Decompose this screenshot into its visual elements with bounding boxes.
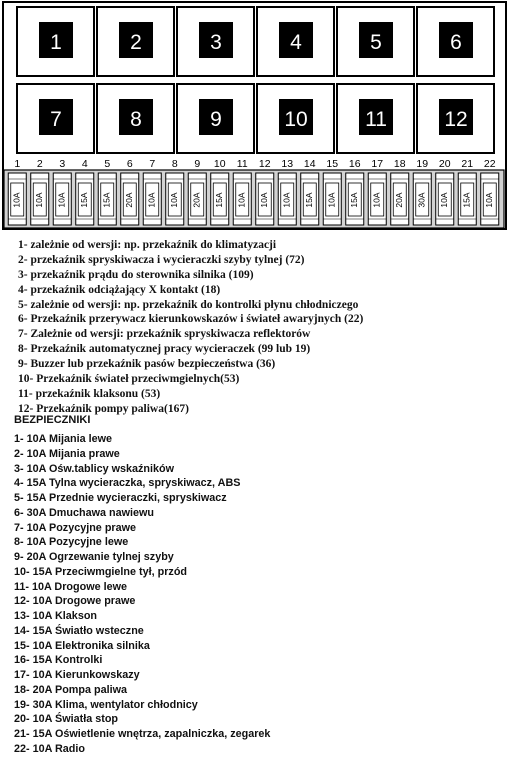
fuse-legend-item: 6- 30A Dmuchawa nawiewu	[14, 506, 155, 519]
fuse-legend-item: 10- 15A Przeciwmgielne tył, przód	[14, 565, 188, 578]
fuse-slot	[436, 173, 454, 225]
fuse-legend-item: 3- 10A Ośw.tablicy wskaźników	[14, 462, 175, 475]
relay-legend-item: 4- przekaźnik odciążający X kontakt (18)	[18, 283, 221, 296]
relay-legend-item: 9- Buzzer lub przekaźnik pasów bezpieczeństwa (36)	[18, 358, 276, 371]
fuse-rating-label: 20A	[124, 192, 134, 208]
fuse-legend-item: 11- 10A Drogowe lewe	[14, 580, 128, 593]
fuse-slot	[256, 173, 274, 225]
fuse-legend-item: 17- 10A Kierunkowskazy	[14, 669, 140, 681]
fuse-number-label: 2	[36, 158, 43, 170]
fuse-number-label: 18	[393, 158, 406, 170]
fuse-number-label: 9	[194, 158, 201, 170]
fuse-number-label: 17	[371, 158, 384, 170]
fuse-slot	[233, 173, 251, 225]
fuse-slot	[278, 173, 296, 225]
relay-socket	[337, 84, 414, 153]
fuse-legend-item: 22- 10A Radio	[14, 742, 86, 755]
relay-socket	[177, 84, 254, 153]
fuse-number-label: 6	[126, 158, 133, 170]
fuse-slot	[143, 173, 161, 225]
fuse-legend-item: 21- 15A Oświetlenie wnętrza, zapalniczka, zegarek	[14, 728, 271, 740]
fuse-rating-label: 10A	[56, 192, 67, 208]
relay-legend-item: 5- zależnie od wersji: np. przekaźnik do kontrolki płynu chłodniczego	[18, 298, 359, 311]
relay-legend	[18, 238, 508, 417]
fuse-box-diagram	[0, 0, 510, 232]
fuse-rating-label: 15A	[349, 192, 359, 208]
relay-legend-item: 2- przekaźnik spryskiwacza i wycieraczki szyby tylnej (72)	[18, 253, 305, 266]
relay-legend-item: 3- przekaźnik prądu do sterownika silnika (109)	[18, 268, 254, 281]
fuse-rating-label: 10A	[326, 192, 337, 208]
relay-socket	[17, 84, 94, 153]
fuse-rating-label: 10A	[146, 192, 157, 208]
relay-number-label: 8	[130, 108, 142, 131]
fuse-rating-label: 10A	[484, 192, 494, 208]
fuse-slot	[166, 173, 184, 225]
relay-socket	[257, 84, 334, 153]
relay-legend-item: 10- Przekaźnik świateł przeciwmgielnych(53)	[18, 373, 240, 386]
relay-socket	[177, 7, 254, 76]
relay-socket	[337, 7, 414, 76]
fuse-slot	[301, 173, 319, 225]
relay-number-label: 1	[50, 31, 62, 54]
fuse-number-label: 15	[326, 158, 339, 170]
fuse-rating-label: 10A	[34, 192, 44, 208]
fuse-number-label: 14	[303, 158, 316, 170]
fuse-number-label: 4	[81, 158, 88, 170]
fuse-number-label: 21	[461, 158, 474, 170]
relay-socket	[97, 7, 174, 76]
relay-number-label: 4	[290, 31, 302, 54]
fuse-legend-item: 13- 10A Klakson	[14, 610, 98, 622]
fuse-slot	[31, 173, 49, 225]
fuse-slot	[121, 173, 139, 225]
fuse-rating-label: 10A	[11, 192, 22, 208]
fuse-number-label: 12	[258, 158, 271, 170]
fuse-slot	[391, 173, 409, 225]
fuse-legend-item: 8- 10A Pozycyjne lewe	[14, 536, 129, 549]
fuse-legend-item: 15- 10A Elektronika silnika	[14, 639, 150, 652]
fuse-legend	[14, 432, 504, 757]
fuse-rating-label: 10A	[236, 192, 247, 208]
fuse-number-label: 8	[171, 158, 178, 170]
relay-number-label: 12	[444, 108, 468, 131]
fuse-slot	[98, 173, 116, 225]
fuse-slot	[481, 173, 499, 225]
fuse-legend-item: 1- 10A Mijania lewe	[14, 433, 113, 445]
fuse-number-label: 20	[438, 158, 451, 170]
fuse-number-label: 19	[416, 158, 429, 170]
fuse-number-label: 13	[281, 158, 294, 170]
fuse-rating-label: 15A	[304, 192, 314, 208]
relay-legend-item: 12- Przekaźnik pompy paliwa(167)	[18, 402, 189, 415]
relay-number-label: 10	[284, 108, 308, 131]
fuse-slot	[53, 173, 71, 225]
fuse-legend-item: 9- 20A Ogrzewanie tylnej szyby	[14, 551, 174, 563]
relay-legend-item: 11- przekaźnik klaksonu (53)	[18, 387, 161, 400]
relay-legend-item: 8- Przekaźnik automatycznej pracy wycieraczek (99 lub 19)	[18, 343, 311, 356]
fuse-legend-item: 4- 15A Tylna wycieraczka, spryskiwacz, ABS	[14, 477, 241, 490]
fuse-rating-label: 15A	[461, 192, 472, 208]
fuse-legend-item: 16- 15A Kontrolki	[14, 654, 103, 667]
fuse-section-heading: BEZPIECZNIKI	[14, 414, 91, 426]
fuse-slot	[188, 173, 206, 225]
fuse-number-row	[14, 158, 495, 170]
fuse-number-label: 16	[348, 158, 361, 170]
fuse-slot	[76, 173, 94, 225]
relay-grid	[17, 7, 494, 153]
relay-number-label: 3	[210, 31, 222, 54]
fuse-number-label: 1	[14, 158, 21, 170]
relay-socket	[417, 7, 494, 76]
fuse-number-label: 5	[104, 158, 111, 170]
fuse-strip	[4, 170, 504, 228]
fuse-legend-item: 18- 20A Pompa paliwa	[14, 683, 128, 696]
fuse-slot	[458, 173, 476, 225]
fuse-number-label: 22	[483, 158, 496, 170]
fuse-legend-item: 14- 15A Światło wsteczne	[14, 624, 144, 637]
fuse-rating-label: 30A	[416, 192, 427, 208]
fuse-slot	[211, 173, 229, 225]
relay-legend-item: 7- Zależnie od wersji: przekaźnik spryskiwacza reflektorów	[18, 328, 311, 341]
relay-socket	[17, 7, 94, 76]
relay-legend-item: 1- zależnie od wersji: np. przekaźnik do klimatyzacji	[18, 239, 277, 251]
fuse-legend-item: 12- 10A Drogowe prawe	[14, 595, 136, 608]
fuse-legend-item: 19- 30A Klima, wentylator chłodnicy	[14, 698, 198, 711]
fuse-number-label: 10	[213, 158, 226, 170]
fuse-slot	[346, 173, 364, 225]
relay-socket	[417, 84, 494, 153]
fuse-slot	[8, 173, 26, 225]
fuse-legend-item: 20- 10A Światła stop	[14, 713, 119, 726]
fuse-legend-item: 7- 10A Pozycyjne prawe	[14, 521, 137, 534]
relay-number-label: 9	[210, 108, 222, 131]
fuse-rating-label: 10A	[169, 192, 179, 208]
relay-socket	[257, 7, 334, 76]
relay-socket	[97, 84, 174, 153]
fuse-rating-label: 15A	[214, 192, 224, 208]
fuse-slot	[323, 173, 341, 225]
relay-number-label: 5	[370, 31, 382, 54]
fuse-slot	[413, 173, 431, 225]
fuse-number-label: 11	[236, 158, 248, 170]
fuse-rating-label: 10A	[439, 192, 449, 208]
fuse-number-label: 3	[59, 158, 66, 170]
fuse-rating-label: 20A	[191, 192, 202, 208]
relay-number-label: 11	[365, 108, 387, 131]
fuse-rating-label: 10A	[371, 192, 382, 208]
relay-legend-item: 6- Przekaźnik przerywacz kierunkowskazów i świateł awaryjnych (22)	[18, 313, 364, 326]
fuse-rating-label: 15A	[79, 192, 89, 208]
relay-number-label: 6	[450, 31, 462, 54]
relay-number-label: 2	[130, 31, 142, 54]
fuse-rating-label: 20A	[394, 192, 404, 208]
relay-number-label: 7	[50, 108, 62, 131]
fuse-legend-item: 5- 15A Przednie wycieraczki, spryskiwacz	[14, 492, 227, 504]
fuse-slot	[368, 173, 386, 225]
fuse-number-label: 7	[149, 158, 156, 170]
fuse-rating-label: 15A	[101, 192, 112, 208]
fuse-legend-item: 2- 10A Mijania prawe	[14, 447, 120, 460]
fuse-rating-label: 10A	[259, 192, 269, 208]
fuse-rating-label: 10A	[281, 192, 292, 208]
